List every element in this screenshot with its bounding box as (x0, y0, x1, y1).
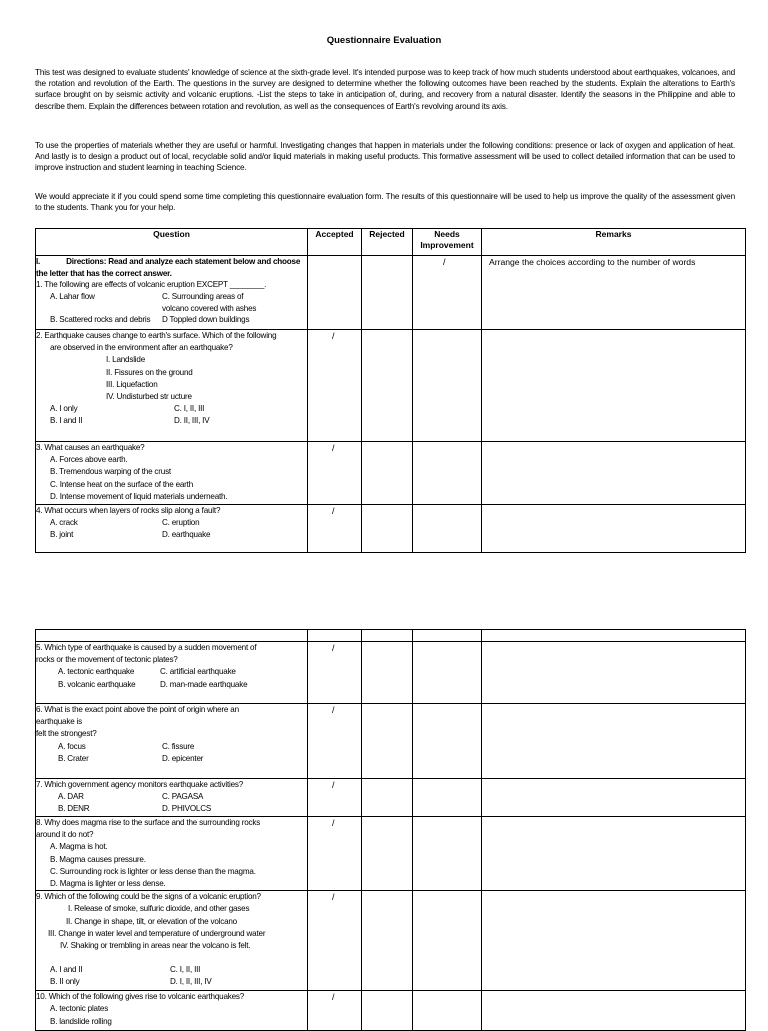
q9-choice-a: A. I and II (50, 965, 83, 975)
q7-accepted-mark: / (332, 780, 335, 790)
q8-choice-d: D. Magma is lighter or less dense. (50, 879, 166, 889)
q9-item-ii: II. Change in shape, tilt, or elevation of the volcano (66, 916, 237, 926)
table-row-q3 (36, 442, 746, 505)
table-row-q6 (36, 704, 746, 779)
q3-choice-d: D. Intense movement of liquid materials underneath. (50, 491, 228, 501)
table-row-q8 (36, 817, 746, 891)
q6-choice-b: B. Crater (58, 753, 89, 763)
q10-needs-cell[interactable] (413, 991, 482, 1031)
q1-choice-a: A. Lahar flow (50, 292, 95, 302)
q3-accepted-cell[interactable] (308, 442, 362, 505)
table-row-q10 (36, 991, 746, 1031)
q5-needs-cell[interactable] (413, 642, 482, 704)
q1-remarks-cell[interactable] (482, 256, 746, 330)
question-10 (36, 991, 307, 1028)
q9-item-iv: IV. Shaking or trembling in areas near the volcano is felt. (60, 941, 251, 951)
table-row-q1 (36, 256, 746, 330)
q6-choice-a: A. focus (58, 741, 86, 751)
q8-needs-cell[interactable] (413, 817, 482, 891)
request-paragraph: We would appreciate it if you could spend some time completing this questionnaire evaluation form. The results of this questionnaire will be used to help us improve the quality of the assessment given to the students. Thank you for your help. (35, 192, 735, 213)
q1-choice-c: C. Surrounding areas of volcano covered with ashes (162, 292, 257, 313)
q5-accepted-mark: / (332, 643, 335, 653)
q10-accepted-cell[interactable] (308, 991, 362, 1031)
q5-remarks-cell[interactable] (482, 642, 746, 704)
question-7 (36, 779, 307, 816)
q3-remarks-cell[interactable] (482, 442, 746, 505)
q2-accepted-mark: / (332, 331, 335, 341)
q6-remarks-cell[interactable] (482, 704, 746, 779)
q2-remarks-cell[interactable] (482, 330, 746, 442)
evaluation-table-page1 (35, 228, 746, 553)
table-row-q7 (36, 779, 746, 817)
q10-accepted-mark: / (332, 992, 335, 1003)
header-rejected: Rejected (362, 229, 413, 256)
q9-item-i: I. Release of smoke, sulfuric dioxide, and other gases (68, 904, 250, 914)
q2-choice-a: A. I only (50, 404, 78, 414)
q7-choice-d: D. PHIVOLCS (162, 804, 212, 814)
q8-accepted-cell[interactable] (308, 817, 362, 891)
q2-accepted-cell[interactable] (308, 330, 362, 442)
q2-item-iv: IV. Undisturbed str ucture (106, 392, 192, 402)
q8-rejected-cell[interactable] (362, 817, 413, 891)
q7-stem: 7. Which government agency monitors earthquake activities? (36, 780, 244, 789)
q9-choice-b: B. II only (50, 977, 80, 987)
q8-stem-cont: around it do not? (36, 830, 94, 840)
q8-accepted-mark: / (332, 818, 335, 828)
q2-choice-c: C. I, II, III (174, 404, 205, 414)
q2-choice-b: B. I and II (50, 416, 83, 426)
q6-choice-c: C. fissure (162, 741, 195, 751)
question-1 (36, 256, 307, 326)
q6-stem-cont2: felt the strongest? (36, 729, 97, 739)
q9-accepted-mark: / (332, 892, 335, 903)
q7-accepted-cell[interactable] (308, 779, 362, 817)
table-header-row (36, 229, 746, 256)
q2-rejected-cell[interactable] (362, 330, 413, 442)
q4-accepted-cell[interactable] (308, 505, 362, 553)
q5-stem: 5. Which type of earthquake is caused by a sudden movement of (36, 643, 257, 652)
q3-choice-a: A. Forces above earth. (50, 455, 128, 465)
q4-rejected-cell[interactable] (362, 505, 413, 553)
q4-stem: 4. What occurs when layers of rocks slip along a fault? (36, 506, 221, 515)
q5-stem-cont: rocks or the movement of tectonic plates? (36, 655, 178, 665)
question-4 (36, 505, 307, 542)
q1-stem: 1. The following are effects of volcanic eruption EXCEPT ________. (36, 280, 267, 289)
q9-needs-cell[interactable] (413, 891, 482, 991)
q8-choice-c: C. Surrounding rock is lighter or less dense than the magma. (50, 866, 256, 876)
question-9 (36, 891, 307, 988)
q4-choice-d: D. earthquake (162, 530, 211, 540)
q10-choice-b: B. landslide rolling (50, 1016, 112, 1026)
q10-choice-a: A. tectonic plates (50, 1004, 109, 1014)
q6-choice-d: D. epicenter (162, 753, 204, 763)
q9-stem: 9. Which of the following could be the signs of a volcanic eruption? (36, 892, 261, 902)
q1-accepted-cell[interactable] (308, 256, 362, 330)
q9-choice-c: C. I, II, III (170, 965, 201, 975)
q8-remarks-cell[interactable] (482, 817, 746, 891)
q4-accepted-mark: / (332, 506, 335, 516)
purpose-paragraph: To use the properties of materials whether they are useful or harmful. Investigating changes that happen in materials under the following conditions: presence or lack of oxygen and application of heat. And lastly is to design a product out of local, recyclable solid and/or liquid materials in making useful products. This formative assessment will be used to collect detailed information that can be used to improve instruction and student learning in teaching Science. (35, 141, 735, 173)
q3-stem: 3. What causes an earthquake? (36, 443, 145, 452)
q5-choice-b: B. volcanic earthquake (58, 679, 136, 689)
q2-item-ii: II. Fissures on the ground (106, 367, 193, 377)
q10-rejected-cell[interactable] (362, 991, 413, 1031)
q7-choice-a: A. DAR (58, 792, 84, 802)
evaluation-table-page2 (35, 629, 746, 1031)
q5-accepted-cell[interactable] (308, 642, 362, 704)
q5-choice-d: D. man-made earthquake (160, 679, 248, 689)
q9-choice-d: D. I, II, III, IV (170, 977, 212, 987)
table-row-q4 (36, 505, 746, 553)
q9-rejected-cell[interactable] (362, 891, 413, 991)
q7-choice-c: C. PAGASA (162, 792, 204, 802)
q9-remarks-cell[interactable] (482, 891, 746, 991)
q8-stem: 8. Why does magma rise to the surface and the surrounding rocks (36, 818, 261, 827)
q2-choice-d: D. II, III, IV (174, 416, 210, 426)
q6-accepted-mark: / (332, 705, 335, 715)
q7-choice-b: B. DENR (58, 804, 90, 814)
table-continuation-row (36, 630, 746, 642)
q4-choice-c: C. eruption (162, 518, 200, 528)
question-2 (36, 330, 307, 428)
header-needs-improvement: Needs Improvement (413, 229, 482, 256)
table-row-q2 (36, 330, 746, 442)
q1-needs-mark: / (443, 257, 446, 267)
q2-item-i: I. Landslide (106, 355, 145, 365)
question-6 (36, 704, 307, 765)
q7-remarks-cell[interactable] (482, 779, 746, 817)
q5-rejected-cell[interactable] (362, 642, 413, 704)
q1-choice-d: D Toppled down buildings (162, 315, 250, 325)
question-5 (36, 642, 307, 691)
table-row-q5 (36, 642, 746, 704)
q2-stem-cont: are observed in the environment after an earthquake? (50, 343, 233, 353)
q3-rejected-cell[interactable] (362, 442, 413, 505)
q1-remark: Arrange the choices according to the number of words (489, 257, 696, 267)
q6-needs-cell[interactable] (413, 704, 482, 779)
q4-choice-b: B. joint (50, 530, 74, 540)
q2-stem: 2. Earthquake causes change to earth's surface. Which of the following (36, 331, 277, 340)
q1-needs-cell[interactable] (413, 256, 482, 330)
question-8 (36, 817, 307, 890)
document-title: Questionnaire Evaluation (326, 35, 442, 46)
q9-item-iii: III. Change in water level and temperature of underground water (48, 928, 266, 938)
table-row-q9 (36, 891, 746, 991)
q10-stem: 10. Which of the following gives rise to volcanic earthquakes? (36, 992, 245, 1002)
q6-stem: 6. What is the exact point above the point of origin where an (36, 705, 239, 714)
q3-choice-b: B. Tremendous warping of the crust (50, 467, 171, 477)
q6-rejected-cell[interactable] (362, 704, 413, 779)
q7-rejected-cell[interactable] (362, 779, 413, 817)
question-3 (36, 442, 307, 503)
q1-choice-b: B. Scattered rocks and debris (50, 315, 151, 325)
header-remarks: Remarks (482, 229, 746, 256)
q10-remarks-cell[interactable] (482, 991, 746, 1031)
q3-choice-c: C. Intense heat on the surface of the earth (50, 479, 194, 489)
q2-item-iii: III. Liquefaction (106, 379, 158, 389)
q4-remarks-cell[interactable] (482, 505, 746, 553)
q4-choice-a: A. crack (50, 518, 78, 528)
q5-choice-a: A. tectonic earthquake (58, 667, 135, 677)
q7-needs-cell[interactable] (413, 779, 482, 817)
q8-choice-a: A. Magma is hot. (50, 842, 108, 852)
q6-accepted-cell[interactable] (308, 704, 362, 779)
q1-rejected-cell[interactable] (362, 256, 413, 330)
intro-paragraph: This test was designed to evaluate students' knowledge of science at the sixth-grade level. It's intended purpose was to keep track of how much students understood about earthquakes, volcanoes, and the rotation and revolution of the Earth. The questions in the survey are designed to determine whether the following outcomes have been reached by the students. Explain the alterations to Earth's surface brought on by seismic activity and volcanic eruptions. -List the steps to take in anticipation of, during, and recovery from a natural disaster. Identify the seasons in the Philippine and able to describe them. Explain the differences between rotation and revolution, as well as the consequences of Earth's revolving around its axis. (35, 68, 735, 111)
header-accepted: Accepted (308, 229, 362, 256)
header-question: Question (36, 229, 308, 256)
directions: I. Directions: Read and analyze each statement below and choose the letter that has the correct answer. (36, 257, 301, 278)
q9-accepted-cell[interactable] (308, 891, 362, 991)
q4-needs-cell[interactable] (413, 505, 482, 553)
q3-needs-cell[interactable] (413, 442, 482, 505)
q2-needs-cell[interactable] (413, 330, 482, 442)
q8-choice-b: B. Magma causes pressure. (50, 854, 146, 864)
q6-stem-cont: earthquake is (36, 717, 82, 727)
q3-accepted-mark: / (332, 443, 335, 453)
q5-choice-c: C. artificial earthquake (160, 667, 236, 677)
